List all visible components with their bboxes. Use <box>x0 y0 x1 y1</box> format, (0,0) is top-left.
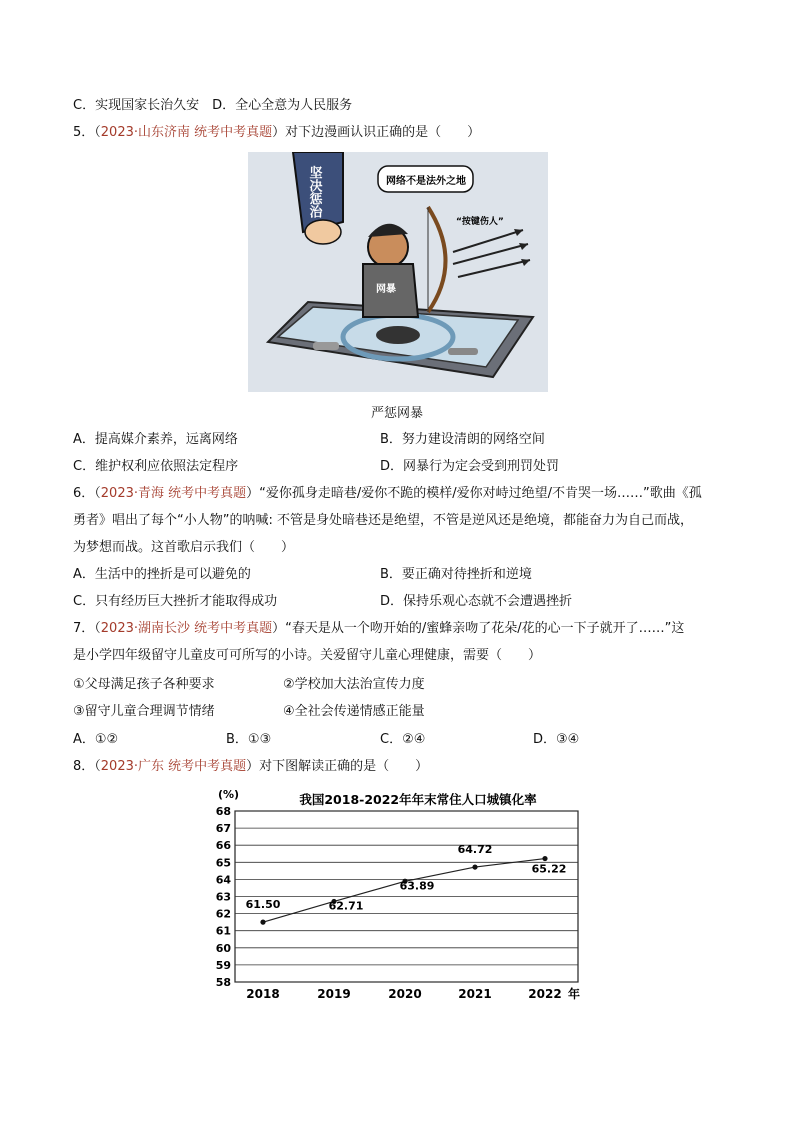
q7-option-c[interactable]: C．②④ <box>380 732 426 747</box>
shirt-text: 网暴 <box>376 284 396 295</box>
q5-number: 5．（ <box>73 125 101 140</box>
y-ticks <box>216 805 232 989</box>
q6-stem-line1 <box>73 485 702 503</box>
data-label: 65.22 <box>531 862 567 876</box>
q8-stem-text: ）对下图解读正确的是（ ） <box>246 759 429 774</box>
y-tick-label: 66 <box>215 839 231 853</box>
q5-source: 2023·山东济南 统考中考真题 <box>100 125 273 140</box>
data-point <box>260 920 265 925</box>
data-label: 62.71 <box>328 899 364 913</box>
q8-source: 2023·广东 统考中考真题 <box>100 759 247 774</box>
q7-item-4: ④全社会传递情感正能量 <box>283 704 425 719</box>
q7-number: 7．（ <box>73 621 101 636</box>
urbanization-chart <box>200 786 600 1006</box>
y-tick-label: 59 <box>215 958 231 972</box>
y-tick-label: 65 <box>215 856 231 870</box>
cartoon-caption: 严惩网暴 <box>370 406 423 421</box>
q7-stem-line2: 是小学四年级留守儿童皮可可所写的小诗。关爱留守儿童心理健康，需要（ ） <box>73 648 542 663</box>
x-axis-unit: 年 <box>568 987 581 1001</box>
y-tick-label: 64 <box>215 873 231 887</box>
q7-option-d[interactable]: D．③④ <box>533 732 580 747</box>
y-tick-label: 62 <box>215 907 231 921</box>
q5-option-a[interactable]: A．提高媒介素养，远离网络 <box>73 432 238 447</box>
q7-item-2: ②学校加大法治宣传力度 <box>283 677 425 692</box>
cartoon-image <box>248 152 548 392</box>
sleeve-text: 坚决惩治 <box>306 166 322 218</box>
q6-option-d[interactable]: D．保持乐观心态就不会遭遇挫折 <box>380 594 573 609</box>
data-label: 63.89 <box>399 879 435 893</box>
bubble-text: 网络不是法外之地 <box>386 176 466 187</box>
q4-option-c: C．实现国家长治久安 <box>73 98 200 113</box>
q7-item-3: ③留守儿童合理调节情绪 <box>73 704 215 719</box>
y-tick-label: 60 <box>215 941 231 955</box>
arrow-label: “按键伤人” <box>456 217 504 227</box>
q8-number: 8．（ <box>73 759 101 774</box>
q6-stem-line3: 为梦想而战。这首歌启示我们（ ） <box>73 540 295 555</box>
x-tick-label: 2022 <box>528 987 562 1001</box>
q6-line1-text: ）“爱你孤身走暗巷/爱你不跪的模样/爱你对峙过绝望/不肯哭一场……”歌曲《孤 <box>246 486 702 501</box>
data-point <box>542 856 547 861</box>
y-tick-label: 63 <box>215 890 231 904</box>
x-tick-label: 2021 <box>458 987 492 1001</box>
q8-stem <box>73 758 428 776</box>
q6-number: 6．（ <box>73 486 101 501</box>
data-label: 61.50 <box>245 898 281 912</box>
y-tick-label: 67 <box>215 822 231 836</box>
q7-source: 2023·湖南长沙 统考中考真题 <box>100 621 273 636</box>
chart-title: 我国2018-2022年年末常住人口城镇化率 <box>299 792 537 807</box>
y-tick-label: 68 <box>215 805 231 818</box>
q6-stem-line2: 勇者》唱出了每个“小人物”的呐喊: 不管是身处暗巷还是绝望，不管是逆风还是绝境，都能奋力为自己而战， <box>73 513 693 528</box>
y-axis-unit: (%) <box>218 788 240 801</box>
q4-option-d: D．全心全意为人民服务 <box>212 98 353 113</box>
x-tick-label: 2020 <box>388 987 422 1001</box>
q7-option-b[interactable]: B．①③ <box>226 732 272 747</box>
q4-options-tail <box>73 97 352 115</box>
speech-bubble <box>378 166 473 192</box>
q6-option-c[interactable]: C．只有经历巨大挫折才能取得成功 <box>73 594 278 609</box>
q5-stem <box>73 124 480 142</box>
chart-grid <box>235 811 578 982</box>
q7-stem-line1 <box>73 620 684 638</box>
q6-option-a[interactable]: A．生活中的挫折是可以避免的 <box>73 567 251 582</box>
x-tick-label: 2018 <box>246 987 280 1001</box>
y-tick-label: 58 <box>215 976 231 989</box>
q5-option-d[interactable]: D．网暴行为定会受到刑罚处罚 <box>380 459 560 474</box>
q5-stem-text: ）对下边漫画认识正确的是（ ） <box>272 125 481 140</box>
data-point <box>472 864 477 869</box>
x-tick-label: 2019 <box>317 987 351 1001</box>
q6-option-b[interactable]: B．要正确对待挫折和逆境 <box>380 567 532 582</box>
series-line <box>246 843 567 925</box>
q5-option-c[interactable]: C．维护权利应依照法定程序 <box>73 459 239 474</box>
q7-line1-text: ）“春天是从一个吻开始的/蜜蜂亲吻了花朵/花的心一下子就开了……”这 <box>272 621 685 636</box>
y-tick-label: 61 <box>215 924 231 938</box>
q6-source: 2023·青海 统考中考真题 <box>100 486 247 501</box>
q7-item-1: ①父母满足孩子各种要求 <box>73 677 215 692</box>
q7-option-a[interactable]: A．①② <box>73 732 119 747</box>
data-label: 64.72 <box>457 843 493 857</box>
x-ticks <box>246 987 561 1001</box>
q5-option-b[interactable]: B．努力建设清朗的网络空间 <box>380 432 545 447</box>
